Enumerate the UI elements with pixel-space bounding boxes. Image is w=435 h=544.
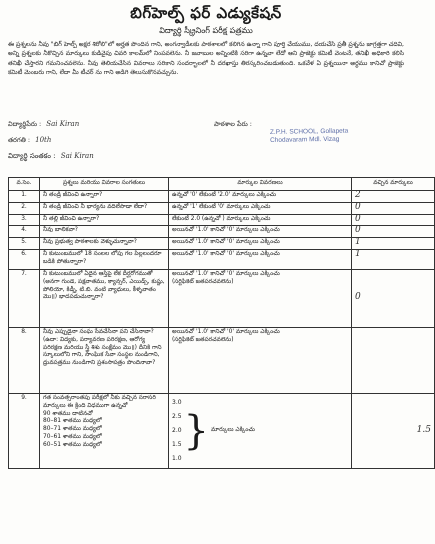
row-criteria: అయినచో '1.0' కానిచో '0' మార్కులు ఎక్కించు <box>169 226 352 238</box>
row-question: నీ తండ్రి జీవించి ఉన్నారా? <box>40 191 169 203</box>
row-question: నీ తల్లి జీవించి ఉన్నారా? <box>40 214 169 226</box>
table-header-row <box>9 178 435 191</box>
instructions-paragraph: ఈ ప్రశ్నలను నీవు "బిగ్ హెల్ప్ అక్షర శిరోలి"లో అర్హత పొందిన గాని, అంగన్వాడీలకు పాఠశాలలో కలిగిన ఉన్నా గాని పూర్తి చేయుము, దయచేసి ప్రతీ ప్రశ్నను జాగ్రత్తగా చదివి, అన్ని ప్రశ్నలకు నీకొచ్చిన మార్కులు కుడివైపు చివరి కాలమ్‌లో నింపవలెను. నీ జవాబుల అన్నింటికి సరిగా ఉన్నవా లేదో ఆని ప్రాజెక్టు కమిటీ వెంటనే, తనిఖీ అధికారి కలిసి తనిఖీ చేస్తారని గమనించవలెను. నీవు తెలియచేసిన వివరాలు సరికాని సందర్భాలలో నీ దరఖాస్తు తిరస్కరించబడుతుంది. ఒకవేళ ఏ ప్రశ్నయినా అర్థము కానిచో ప్రాజెక్టు కమిటీ మెంబరు గాని, లేదా మీ టీచర్ ను గాని అడిగి తెలుసుకొనవచ్చును. <box>8 41 404 77</box>
row-score[interactable] <box>352 393 435 468</box>
row-question: నీవు ఎప్పుడైనా సంఘ సేవచేసినా పని చేసినావా? (ఉదా: విద్యకు, పర్యావరణ పరిరక్షణ, ఆరోగ్య పరిరక్షణ మరియు స్త్రీ శిశు సంక్షేమం మొ॥) దీనికి గాని స్కూలులోని గాని, సాంఘిక సేవా సంస్థల నుండిగాని, ధ్రువపత్రము నుండిగాని ప్రశంసాపత్రం పొందినావా? <box>40 327 169 393</box>
brace-glyph: } <box>183 407 209 454</box>
band-item: 90 శాతము దాటినచో <box>43 410 93 417</box>
header-question: ప్రశ్నలు మరియు వివరాల సంగతులు <box>40 178 169 191</box>
row-question: నీ కుటుంబములో 18 సంలల లోపు గల పిల్లలందరూ బడికి పోతున్నారా? <box>40 249 169 269</box>
grade-value: 2.0 <box>172 427 182 435</box>
row-criteria: ఉన్నచో '0' లేకుంటే '2.0' మార్కులు ఎక్కించు <box>169 191 352 203</box>
row-score[interactable] <box>352 191 435 203</box>
student-name-field <box>8 120 79 130</box>
table-row <box>9 327 435 393</box>
percentage-bands <box>43 411 165 450</box>
screening-table <box>8 177 435 469</box>
band-item: 60–51 శాతము మధ్యలో <box>43 441 102 448</box>
grade-scale <box>172 395 348 467</box>
row-question: నీ తండ్రి జీవించి నీ భార్యను వదిలేసాడా లేదా? <box>40 202 169 214</box>
school-name-field <box>214 120 252 130</box>
band-item: 80–81 శాతము మధ్యలో <box>43 418 102 425</box>
row-score[interactable] <box>352 327 435 393</box>
row-number: 1. <box>9 191 40 203</box>
school-name-label: పాఠశాల పేరు : <box>214 120 252 128</box>
signature-label: విద్యార్థి సంతకం : <box>8 152 56 160</box>
header-serial: వ.సెం. <box>9 178 40 191</box>
row-criteria <box>169 393 352 468</box>
grade-value: 1.0 <box>172 455 182 463</box>
header-score: వచ్చిన మార్కులు <box>352 178 435 191</box>
school-stamp <box>270 127 380 145</box>
student-name-label: విద్యార్థిపేరు : <box>8 120 42 128</box>
table-row <box>9 269 435 327</box>
grade-value: 2.5 <box>172 413 182 421</box>
row-question <box>40 393 169 468</box>
row-score[interactable] <box>352 269 435 327</box>
criteria-note: (సర్టిఫికెట్ జతపరచవలెను) <box>172 278 234 285</box>
table-row <box>9 238 435 250</box>
handwritten-score: 0 <box>355 213 361 224</box>
row-question: నీ కుటుంబములో ఏదైన ఆస్తిపై లేక దీర్ఘరోగముతో (అనగా గుండె, పక్షవాతము, క్యాన్సర్, ఎయిడ్స్, కుష్టు, పోలియో, కిడ్నీ, టి.బి. వంటి వ్యాధులు, కీళ్ళవాతం మొ॥) భాదపడుచున్నారా? <box>40 269 169 327</box>
row-number: 7. <box>9 269 40 327</box>
student-name-value: Sai Kiran <box>46 120 80 128</box>
row-criteria <box>169 269 352 327</box>
table-row <box>9 249 435 269</box>
handwritten-score: 1.5 <box>416 424 431 435</box>
row-question: నీవు ప్రభుత్వ పాఠశాలకు వెళ్ళుచున్నావా? <box>40 238 169 250</box>
criteria-text: అయినచో '1.0' కానిచో '0' మార్కులు ఎక్కించు <box>172 328 280 335</box>
handwritten-score: 2 <box>355 190 361 200</box>
row-score[interactable] <box>352 238 435 250</box>
table-row <box>9 393 435 468</box>
row-score[interactable] <box>352 226 435 238</box>
row-criteria <box>169 327 352 393</box>
table-row <box>9 214 435 226</box>
row-question: నీవు బాలికవా? <box>40 226 169 238</box>
row-criteria: ఉన్నచో '1' లేకుంటే '0' మార్కులు ఎక్కించు <box>169 202 352 214</box>
row-criteria: అయినచో '1.0' కానిచో '0' మార్కులు ఎక్కించు <box>169 238 352 250</box>
grade-values <box>172 399 182 463</box>
row-number: 5. <box>9 238 40 250</box>
band-item: 80–71 శాతము మధ్యలో <box>43 426 102 433</box>
grade-value: 3.0 <box>172 398 182 406</box>
handwritten-score: 1 <box>355 248 361 259</box>
class-label: తరగతి : <box>8 136 31 144</box>
band-item: 70–61 శాతము మధ్యలో <box>43 433 102 440</box>
row-number: 3. <box>9 214 40 226</box>
table-row <box>9 191 435 203</box>
signature-value: Sai Kiran <box>60 152 94 160</box>
row-score[interactable] <box>352 214 435 226</box>
criteria-text: మార్కులు ఎక్కించు <box>211 427 255 434</box>
handwritten-score: 1 <box>355 237 361 248</box>
class-value: 10th <box>35 136 52 144</box>
stamp-line-1: Z.P.H. SCHOOL, Gollapeta <box>269 127 349 136</box>
row-score[interactable] <box>352 202 435 214</box>
handwritten-score: 0 <box>355 201 361 212</box>
row-criteria: లేకుంటే 2.0 (ఉన్నచో ) మార్కులు ఎక్కించు <box>169 214 352 226</box>
handwritten-score: 0 <box>355 292 361 303</box>
form-title: బిగ్‌హెల్ప్ ఫర్ ఎడ్యుకేషన్ <box>130 4 282 22</box>
row-number: 4. <box>9 226 40 238</box>
criteria-note: (సర్టిఫికెట్ జతపరచవలెను) <box>172 336 234 343</box>
table-row <box>9 202 435 214</box>
signature-field <box>8 152 94 162</box>
row-number: 9. <box>9 393 40 468</box>
question-text: గత సంవత్సరాంతపు పరీక్షలో నీకు వచ్చిన సరాసరి మార్కులు ఈ క్రింది విధముగా ఉన్నచో <box>43 394 156 409</box>
form-subtitle: విద్యార్థి స్క్రీనింగ్ పరీక్ష పత్రము <box>159 26 253 35</box>
row-number: 2. <box>9 202 40 214</box>
criteria-text: అయినచో '1.0' కానిచో '0' మార్కులు ఎక్కించు <box>172 270 280 277</box>
row-criteria: అయినచో '1.0' కానిచో '0' మార్కులు ఎక్కించు <box>169 249 352 269</box>
row-score[interactable] <box>352 249 435 269</box>
row-number: 6. <box>9 249 40 269</box>
class-field <box>8 136 51 146</box>
row-number: 8. <box>9 327 40 393</box>
table-row <box>9 226 435 238</box>
grade-value: 1.5 <box>172 441 182 449</box>
header-criteria: మార్కుల వివరణలు <box>169 178 352 191</box>
stamp-line-2: Chodavaram Mdl. Vizag <box>270 135 340 144</box>
handwritten-score: 0 <box>355 225 361 236</box>
